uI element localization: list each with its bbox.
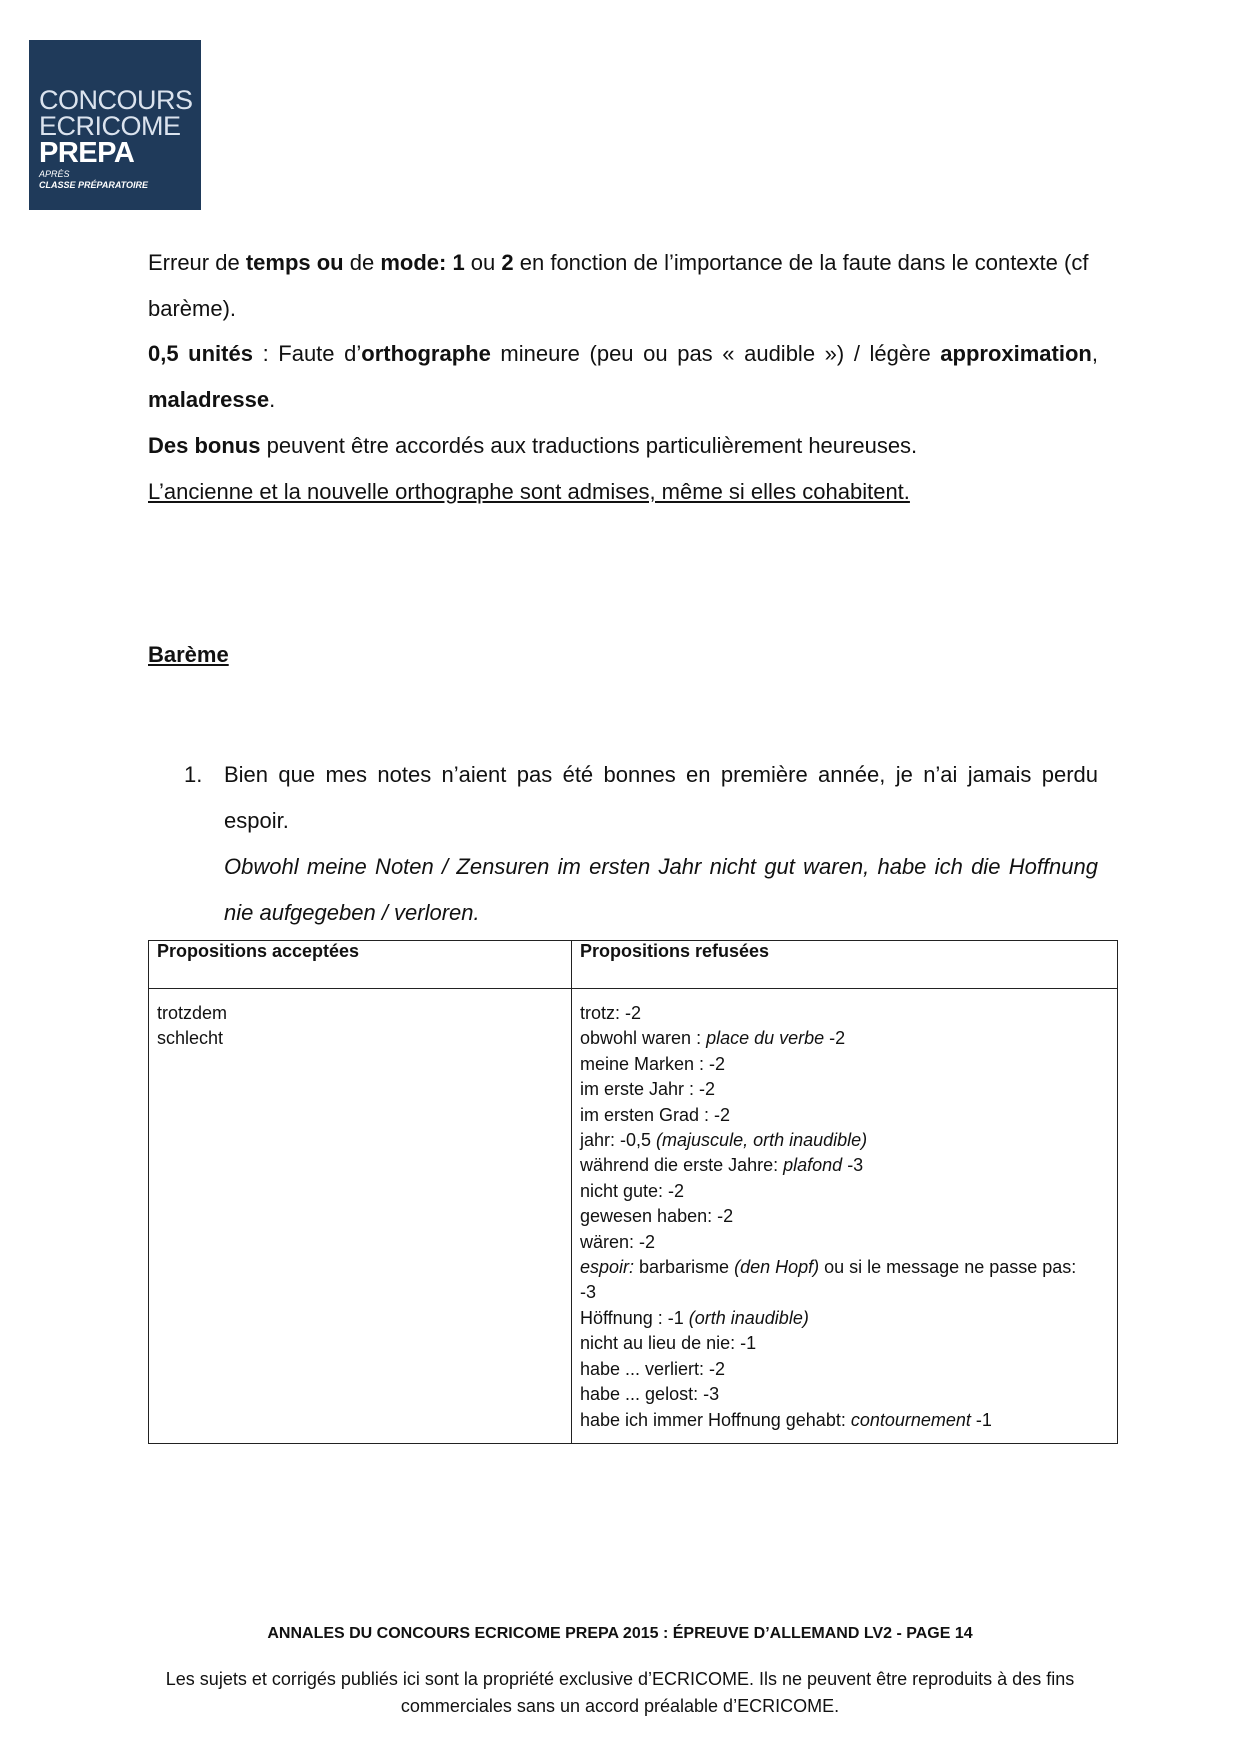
table-row	[149, 989, 1118, 1444]
logo-line-classe: CLASSE PRÉPARATOIRE	[39, 180, 149, 190]
bareme-item-1	[148, 752, 1098, 936]
logo-line-apres: APRÈS	[39, 169, 70, 179]
intro-paragraph-1	[148, 240, 1098, 332]
bold-text: approximation	[940, 341, 1092, 366]
refused-item: meine Marken : -2	[580, 1053, 726, 1074]
intro-paragraph-2	[148, 331, 1098, 377]
refused-item: habe ... gelost: -3	[580, 1384, 720, 1405]
intro-paragraph-2-cont	[148, 377, 1098, 423]
refused-cell	[572, 989, 1118, 1444]
refused-item: jahr: -0,5 (majuscule, orth inaudible)	[580, 1130, 868, 1151]
item-french-sentence: Bien que mes notes n’aient pas été bonnes en première année, je n’ai jamais perdu espoir.	[224, 762, 1098, 833]
underlined-text: L’ancienne et la nouvelle orthographe sont admises, même si elles cohabitent.	[148, 479, 910, 504]
accepted-item: schlecht	[157, 1028, 224, 1049]
refused-item: habe ... verliert: -2	[580, 1358, 726, 1379]
refused-item-espoir: espoir: barbarisme (den Hopf) ou si le message ne passe pas:	[580, 1257, 1077, 1278]
footer-title: ANNALES DU CONCOURS ECRICOME PREPA 2015 : ÉPREUVE D’ALLEMAND LV2 - PAGE 14	[267, 1625, 973, 1642]
item-german-translation: Obwohl meine Noten / Zensuren im ersten Jahr nicht gut waren, habe ich die Hoffnung nie aufgegeben / verloren.	[224, 854, 1098, 925]
accepted-item: trotzdem	[157, 1003, 228, 1023]
refused-item: im ersten Grad : -2	[580, 1104, 731, 1125]
refused-item-espoir-cont: -3	[580, 1282, 597, 1303]
bold-text: Des bonus	[148, 433, 261, 458]
text: ou	[464, 250, 502, 275]
text: de	[343, 250, 381, 275]
header-refused: Propositions refusées	[572, 941, 1118, 989]
refused-item: im erste Jahr : -2	[580, 1079, 716, 1100]
logo-line-ecricome: ECRICOME	[39, 111, 181, 141]
bold-text: temps ou	[245, 250, 344, 275]
refused-item: wären: -2	[580, 1231, 656, 1252]
refused-item: habe ich immer Hoffnung gehabt: contournement -1	[580, 1409, 992, 1430]
text: : Faute d’	[252, 341, 362, 366]
logo-line-prepa: PREPA	[39, 137, 135, 169]
refused-item: obwohl waren : place du verbe -2	[580, 1028, 846, 1049]
text: .	[269, 387, 276, 412]
text: ,	[1091, 341, 1098, 366]
bold-text: 0,5 unités	[148, 341, 253, 366]
text: peuvent être accordés aux traductions particulièrement heureuses.	[260, 433, 918, 458]
refused-item: nicht gute: -2	[580, 1180, 685, 1201]
footer-copyright: Les sujets et corrigés publiés ici sont la propriété exclusive d’ECRICOME. Ils ne peuvent être reproduits à des fins commerciales sans un accord préalable d’ECRICOME.	[165, 1669, 1075, 1716]
intro-paragraph-3	[148, 423, 1098, 469]
table-header-row	[149, 941, 1118, 989]
text: en fonction de l’importance de la faute dans le contexte (cf barème).	[148, 250, 1089, 321]
header-accepted: Propositions acceptées	[149, 941, 572, 989]
bold-text: mode: 1	[380, 250, 465, 275]
refused-item: nicht au lieu de nie: -1	[580, 1333, 757, 1354]
bareme-heading: Barème	[148, 642, 229, 667]
bold-text: maladresse	[148, 387, 270, 412]
bold-text: orthographe	[361, 341, 491, 366]
refused-item: trotz: -2	[580, 1003, 642, 1023]
bold-text: 2	[501, 250, 514, 275]
accepted-cell	[149, 989, 572, 1444]
ecricome-logo	[29, 40, 201, 210]
item-number: 1.	[184, 762, 203, 787]
text: Erreur de	[148, 250, 246, 275]
intro-paragraph-4	[148, 469, 1098, 515]
propositions-table	[148, 940, 1118, 1444]
refused-item: Höffnung : -1 (orth inaudible)	[580, 1307, 809, 1328]
refused-item: während die erste Jahre: plafond -3	[580, 1155, 864, 1176]
text: mineure (peu ou pas « audible ») / légère	[490, 341, 941, 366]
logo-line-concours: CONCOURS	[39, 85, 193, 115]
refused-item: gewesen haben: -2	[580, 1206, 734, 1227]
